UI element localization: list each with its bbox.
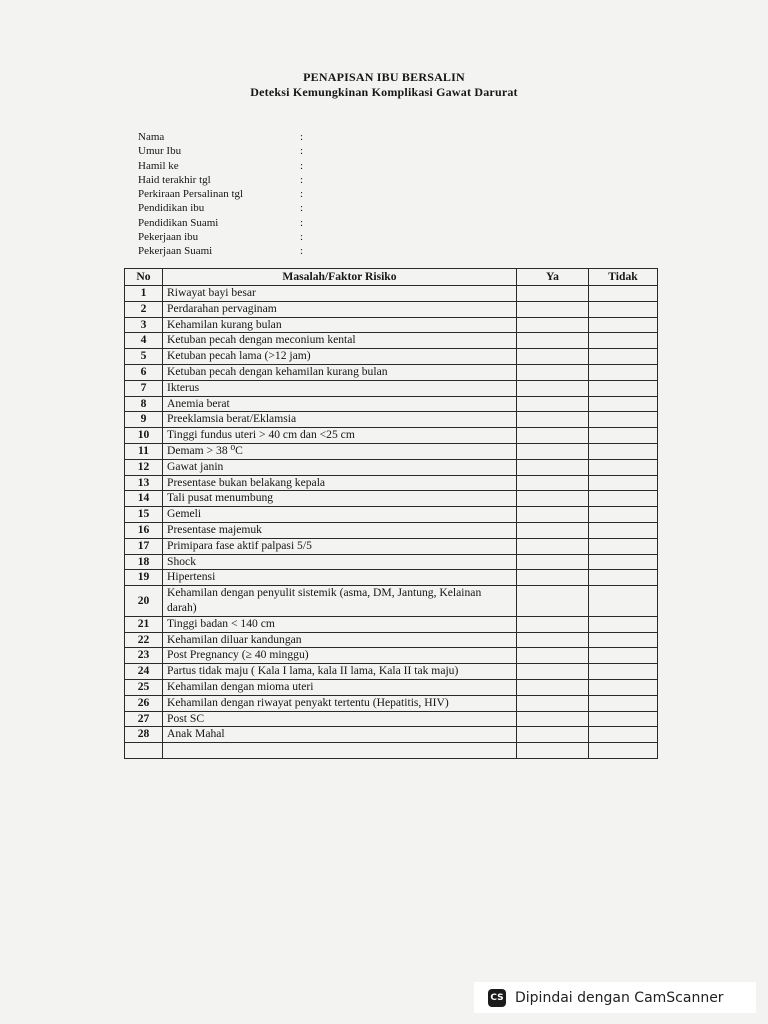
row-number: 4 <box>125 333 163 349</box>
field-label: Pekerjaan ibu <box>138 231 199 244</box>
field-separator: : <box>300 159 304 172</box>
table-header-row <box>125 269 658 286</box>
no-checkbox-cell[interactable] <box>589 727 658 743</box>
row-number: 5 <box>125 349 163 365</box>
no-checkbox-cell[interactable] <box>589 648 658 664</box>
risk-factor-cell: Hipertensi <box>163 570 517 586</box>
yes-checkbox-cell[interactable] <box>517 459 589 475</box>
yes-checkbox-cell[interactable] <box>517 349 589 365</box>
row-number: 18 <box>125 554 163 570</box>
row-number: 7 <box>125 380 163 396</box>
risk-factor-cell: Partus tidak maju ( Kala I lama, kala II lama, Kala II tak maju) <box>163 664 517 680</box>
no-checkbox-cell[interactable] <box>589 711 658 727</box>
yes-checkbox-cell[interactable] <box>517 286 589 302</box>
no-checkbox-cell[interactable] <box>589 616 658 632</box>
field-label: Hamil ke <box>138 159 179 172</box>
document-subtitle: Deteksi Kemungkinan Komplikasi Gawat Darurat <box>250 85 518 99</box>
no-checkbox-cell[interactable] <box>589 428 658 444</box>
risk-factor-cell: Demam > 38 ⁰C <box>163 443 517 459</box>
field-separator: : <box>300 131 304 143</box>
yes-checkbox-cell[interactable] <box>517 711 589 727</box>
header-no-answer: Tidak <box>589 269 658 286</box>
yes-checkbox-cell[interactable] <box>517 586 589 617</box>
yes-checkbox-cell[interactable] <box>517 380 589 396</box>
no-checkbox-cell[interactable] <box>589 570 658 586</box>
table-row <box>125 475 658 491</box>
no-checkbox-cell[interactable] <box>589 743 658 759</box>
field-label: Pekerjaan Suami <box>138 245 213 258</box>
yes-checkbox-cell[interactable] <box>517 428 589 444</box>
row-number: 6 <box>125 364 163 380</box>
row-number: 28 <box>125 727 163 743</box>
row-number: 2 <box>125 301 163 317</box>
row-number: 20 <box>125 586 163 617</box>
table-row <box>125 286 658 302</box>
row-number: 21 <box>125 616 163 632</box>
table-row <box>125 317 658 333</box>
risk-factor-cell: Ketuban pecah dengan kehamilan kurang bulan <box>163 364 517 380</box>
yes-checkbox-cell[interactable] <box>517 727 589 743</box>
no-checkbox-cell[interactable] <box>589 459 658 475</box>
yes-checkbox-cell[interactable] <box>517 333 589 349</box>
row-number: 16 <box>125 522 163 538</box>
row-number <box>125 743 163 759</box>
risk-factor-cell: Kehamilan kurang bulan <box>163 317 517 333</box>
risk-factor-cell: Anak Mahal <box>163 727 517 743</box>
table-row <box>125 380 658 396</box>
table-row <box>125 491 658 507</box>
yes-checkbox-cell[interactable] <box>517 538 589 554</box>
field-separator: : <box>300 231 304 244</box>
no-checkbox-cell[interactable] <box>589 522 658 538</box>
field-separator: : <box>300 173 304 186</box>
row-number: 1 <box>125 286 163 302</box>
field-separator: : <box>300 245 304 258</box>
no-checkbox-cell[interactable] <box>589 695 658 711</box>
table-row <box>125 616 658 632</box>
risk-factor-cell: Primipara fase aktif palpasi 5/5 <box>163 538 517 554</box>
risk-factor-cell: Kehamilan dengan penyulit sistemik (asma, DM, Jantung, Kelainan darah) <box>163 586 517 617</box>
field-separator: : <box>300 145 304 158</box>
field-label: Umur Ibu <box>138 145 182 158</box>
yes-checkbox-cell[interactable] <box>517 396 589 412</box>
table-row <box>125 554 658 570</box>
yes-checkbox-cell[interactable] <box>517 554 589 570</box>
yes-checkbox-cell[interactable] <box>517 364 589 380</box>
no-checkbox-cell[interactable] <box>589 679 658 695</box>
row-number: 8 <box>125 396 163 412</box>
table-row <box>125 349 658 365</box>
table-row <box>125 743 658 759</box>
no-checkbox-cell[interactable] <box>589 349 658 365</box>
risk-factor-table <box>124 268 658 759</box>
yes-checkbox-cell[interactable] <box>517 522 589 538</box>
row-number: 10 <box>125 428 163 444</box>
field-row <box>138 216 438 230</box>
risk-factor-cell: Gemeli <box>163 507 517 523</box>
field-label: Pendidikan Suami <box>138 216 219 229</box>
no-checkbox-cell[interactable] <box>589 475 658 491</box>
yes-checkbox-cell[interactable] <box>517 695 589 711</box>
field-row <box>138 201 438 215</box>
risk-factor-cell: Presentase majemuk <box>163 522 517 538</box>
no-checkbox-cell[interactable] <box>589 412 658 428</box>
table-row <box>125 428 658 444</box>
yes-checkbox-cell[interactable] <box>517 570 589 586</box>
yes-checkbox-cell[interactable] <box>517 412 589 428</box>
field-row <box>138 144 438 158</box>
no-checkbox-cell[interactable] <box>589 632 658 648</box>
yes-checkbox-cell[interactable] <box>517 616 589 632</box>
camscanner-logo-icon: CS <box>488 989 506 1007</box>
table-row <box>125 396 658 412</box>
table-row <box>125 727 658 743</box>
risk-factor-cell: Tinggi badan < 140 cm <box>163 616 517 632</box>
field-row <box>138 230 438 244</box>
field-row <box>138 130 438 144</box>
table-row <box>125 333 658 349</box>
table-row <box>125 364 658 380</box>
field-label: Perkiraan Persalinan tgl <box>138 188 244 201</box>
risk-factor-cell: Preeklamsia berat/Eklamsia <box>163 412 517 428</box>
yes-checkbox-cell[interactable] <box>517 743 589 759</box>
row-number: 13 <box>125 475 163 491</box>
no-checkbox-cell[interactable] <box>589 554 658 570</box>
camscanner-text: Dipindai dengan CamScanner <box>515 989 724 1006</box>
risk-factor-cell: Kehamilan dengan mioma uteri <box>163 679 517 695</box>
risk-factor-cell: Post Pregnancy (≥ 40 minggu) <box>163 648 517 664</box>
risk-factor-cell: Ketuban pecah dengan meconium kental <box>163 333 517 349</box>
table-row <box>125 570 658 586</box>
no-checkbox-cell[interactable] <box>589 538 658 554</box>
table-row <box>125 632 658 648</box>
table-row <box>125 301 658 317</box>
table-row <box>125 648 658 664</box>
table-row <box>125 507 658 523</box>
no-checkbox-cell[interactable] <box>589 301 658 317</box>
yes-checkbox-cell[interactable] <box>517 632 589 648</box>
risk-factor-cell: Presentase bukan belakang kepala <box>163 475 517 491</box>
row-number: 27 <box>125 711 163 727</box>
risk-factor-cell: Tinggi fundus uteri > 40 cm dan <25 cm <box>163 428 517 444</box>
patient-info-fields <box>138 130 438 259</box>
table-row <box>125 711 658 727</box>
field-separator: : <box>300 216 304 229</box>
row-number: 11 <box>125 443 163 459</box>
row-number: 15 <box>125 507 163 523</box>
table-row <box>125 443 658 459</box>
no-checkbox-cell[interactable] <box>589 380 658 396</box>
risk-factor-cell: Tali pusat menumbung <box>163 491 517 507</box>
row-number: 19 <box>125 570 163 586</box>
risk-factor-cell: Ikterus <box>163 380 517 396</box>
table-row <box>125 586 658 617</box>
risk-factor-cell: Gawat janin <box>163 459 517 475</box>
row-number: 23 <box>125 648 163 664</box>
document-title: PENAPISAN IBU BERSALIN <box>303 70 465 84</box>
header-yes: Ya <box>517 269 589 286</box>
row-number: 22 <box>125 632 163 648</box>
header-risk-factor: Masalah/Faktor Risiko <box>163 269 517 286</box>
no-checkbox-cell[interactable] <box>589 586 658 617</box>
table-row <box>125 695 658 711</box>
yes-checkbox-cell[interactable] <box>517 317 589 333</box>
risk-factor-cell <box>163 743 517 759</box>
yes-checkbox-cell[interactable] <box>517 491 589 507</box>
camscanner-watermark <box>474 982 756 1013</box>
table-row <box>125 679 658 695</box>
table-row <box>125 459 658 475</box>
row-number: 3 <box>125 317 163 333</box>
yes-checkbox-cell[interactable] <box>517 443 589 459</box>
no-checkbox-cell[interactable] <box>589 286 658 302</box>
risk-factor-cell: Post SC <box>163 711 517 727</box>
table-row <box>125 664 658 680</box>
yes-checkbox-cell[interactable] <box>517 301 589 317</box>
row-number: 12 <box>125 459 163 475</box>
yes-checkbox-cell[interactable] <box>517 475 589 491</box>
field-row <box>138 159 438 173</box>
no-checkbox-cell[interactable] <box>589 333 658 349</box>
risk-factor-cell: Shock <box>163 554 517 570</box>
no-checkbox-cell[interactable] <box>589 491 658 507</box>
risk-factor-cell: Riwayat bayi besar <box>163 286 517 302</box>
header-no: No <box>125 269 163 286</box>
no-checkbox-cell[interactable] <box>589 396 658 412</box>
row-number: 26 <box>125 695 163 711</box>
field-separator: : <box>300 202 304 215</box>
yes-checkbox-cell[interactable] <box>517 664 589 680</box>
field-row <box>138 173 438 187</box>
no-checkbox-cell[interactable] <box>589 507 658 523</box>
risk-factor-cell: Kehamilan diluar kandungan <box>163 632 517 648</box>
field-row <box>138 244 438 258</box>
yes-checkbox-cell[interactable] <box>517 648 589 664</box>
row-number: 24 <box>125 664 163 680</box>
yes-checkbox-cell[interactable] <box>517 679 589 695</box>
risk-factor-cell: Anemia berat <box>163 396 517 412</box>
row-number: 14 <box>125 491 163 507</box>
risk-factor-cell: Kehamilan dengan riwayat penyakt tertentu (Hepatitis, HIV) <box>163 695 517 711</box>
yes-checkbox-cell[interactable] <box>517 507 589 523</box>
table-row <box>125 522 658 538</box>
title-block <box>0 70 768 100</box>
risk-factor-cell: Perdarahan pervaginam <box>163 301 517 317</box>
no-checkbox-cell[interactable] <box>589 443 658 459</box>
risk-factor-cell: Ketuban pecah lama (>12 jam) <box>163 349 517 365</box>
field-label: Pendidikan ibu <box>138 202 205 215</box>
table-row <box>125 538 658 554</box>
field-separator: : <box>300 188 304 201</box>
table-row <box>125 412 658 428</box>
no-checkbox-cell[interactable] <box>589 364 658 380</box>
field-row <box>138 187 438 201</box>
row-number: 17 <box>125 538 163 554</box>
no-checkbox-cell[interactable] <box>589 317 658 333</box>
no-checkbox-cell[interactable] <box>589 664 658 680</box>
row-number: 25 <box>125 679 163 695</box>
field-label: Haid terakhir tgl <box>138 173 211 186</box>
field-label: Nama <box>138 131 165 143</box>
row-number: 9 <box>125 412 163 428</box>
